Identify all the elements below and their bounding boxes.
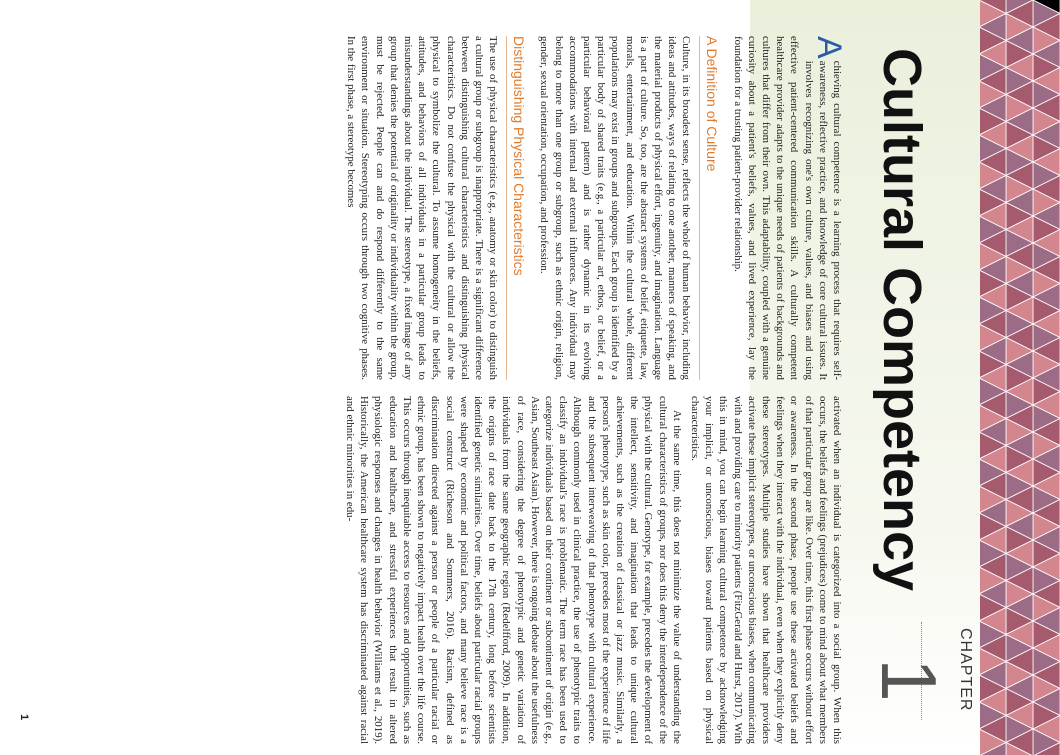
definition-paragraph: Culture, in its broadest sense, reflects the whole of human behavior, including ideas and attitudes, ways of relating to one another, manners of speaking, and the material products of physical effort, ingenuity, and imagination. Language is a part of culture. So, too, are the abstract systems of belief, etiquette, law, morals, entertainment, and education. Within the cultural whole, different populations may exist in groups and subgroups. Each group is identified by a particular body of shared traits (e.g., a particular art, ethos, or belief, or a particular behavioral pattern) and is rather dynamic in its evolving accommodations with internal and external influences. Any individual may belong to more than one group or subgroup, such as ethnic origin, religion, gender, sexual orientation, occupation, and profession. xyxy=(538,36,693,380)
page-number: 1 xyxy=(18,714,30,721)
decorative-triangle-band xyxy=(980,0,1060,755)
section-heading-definition: A Definition of Culture xyxy=(699,36,720,380)
chapter-number: 1 xyxy=(865,658,953,702)
chapter-label: CHAPTER xyxy=(957,628,974,712)
text-column-right xyxy=(339,396,844,744)
genotype-paragraph: At the same time, this does not minimize the value of understanding the cultural characteristics of groups, nor does this deny the interdependence of the physical with the cultural. Genotype, for example, precedes the development of the intellect, sensitivity, and imagination that leads to unique cultural achievements, such as the creation of classical or jazz music. Similarly, a person's phenotype, such as skin color, precedes most of the experience of life and the subsequent interweaving of that phenotype with cultural experience. Although commonly used in clinical practice, the use of phenotypic traits to classify an individual's race is problematic. The term race has been used to categorize individuals based on their continent or subcontinent of origin (e.g., Asian, Southeast Asian). However, there is ongoing debate about the usefulness of race, considering the degree of phenotypic and genetic variation of individuals from the same geographic region (Redelfford, 2009). In addition, the origins of race date back to the 17th century, long before scientists identified genetic similarities. Over time, beliefs about particular racial groups were shaped by economic and political factors, and many believe race is a social construct (Richeson and Sommers, 2016). Racism, defined as discrimination directed against a person or people of a particular racial or ethnic group, has been shown to negatively impact health over the life course. This occurs through inequitable access to resources and opportunities, such as education and healthcare, and stressful experiences that result in altered physiologic responses and changes in health behavior (Williams et al., 2019). Historically, the American healthcare system has discriminated against racial and ethnic minorities in edu- xyxy=(344,396,683,744)
intro-text: chieving cultural competence is a learning process that requires self-awareness, reflective practice, and knowledge of core cultural issues. It involves recognizing one's own culture, values, and biases and using effective patient-centered communication skills. A culturally competent healthcare provider adapts to the unique needs of patients of backgrounds and cultures that differ from their own. This adaptability, coupled with a genuine curiosity about a patient's beliefs, values, and lived experience, lay the foundation for a trusting patient-provider relationship. xyxy=(731,36,843,380)
stereotype-paragraph: activated when an individual is categorized into a social group. When this occurs, the beliefs and feelings (prejudices) come to mind about what members of that particular group are like. Over time, this first phase occurs without effort or awareness. In the second phase, people use these activated beliefs and feelings when they interact with the individual, even when they explicitly deny these stereotypes. Multiple studies have shown that healthcare providers activate these implicit stereotypes, or unconscious biases, when communicating with and providing care to minority patients (FitzGerald and Hurst, 2017). With this in mind, you can begin learning cultural competence by acknowledging your implicit, or unconscious, biases toward patients based on physical characteristics. xyxy=(688,396,843,744)
section-heading-physical: Distinguishing Physical Characteristics xyxy=(506,36,527,380)
triangle-pattern xyxy=(980,0,1060,755)
text-column-left xyxy=(340,36,848,380)
physical-paragraph: The use of physical characteristics (e.g., anatomy or skin color) to distinguish a cultural group or subgroup is inappropriate. There is a significant difference between distinguishing cultural characteristics and distinguishing physical characteristics. Do not confuse the physical with the cultural or allow the physical to symbolize the cultural. To assume homogeneity in the beliefs, attitudes, and behaviors of all individuals in a particular group leads to misunderstandings about the individual. The stereotype, a fixed image of any group that denies the potential of originality or individuality within the group, must be rejected. People can and do respond differently to the same environment or situation. Stereotyping occurs through two cognitive phases. In the first phase, a stereotype becomes xyxy=(345,36,500,380)
intro-paragraph xyxy=(730,36,848,380)
drop-cap: A xyxy=(810,36,848,59)
chapter-title: Cultural Competency xyxy=(872,48,932,592)
